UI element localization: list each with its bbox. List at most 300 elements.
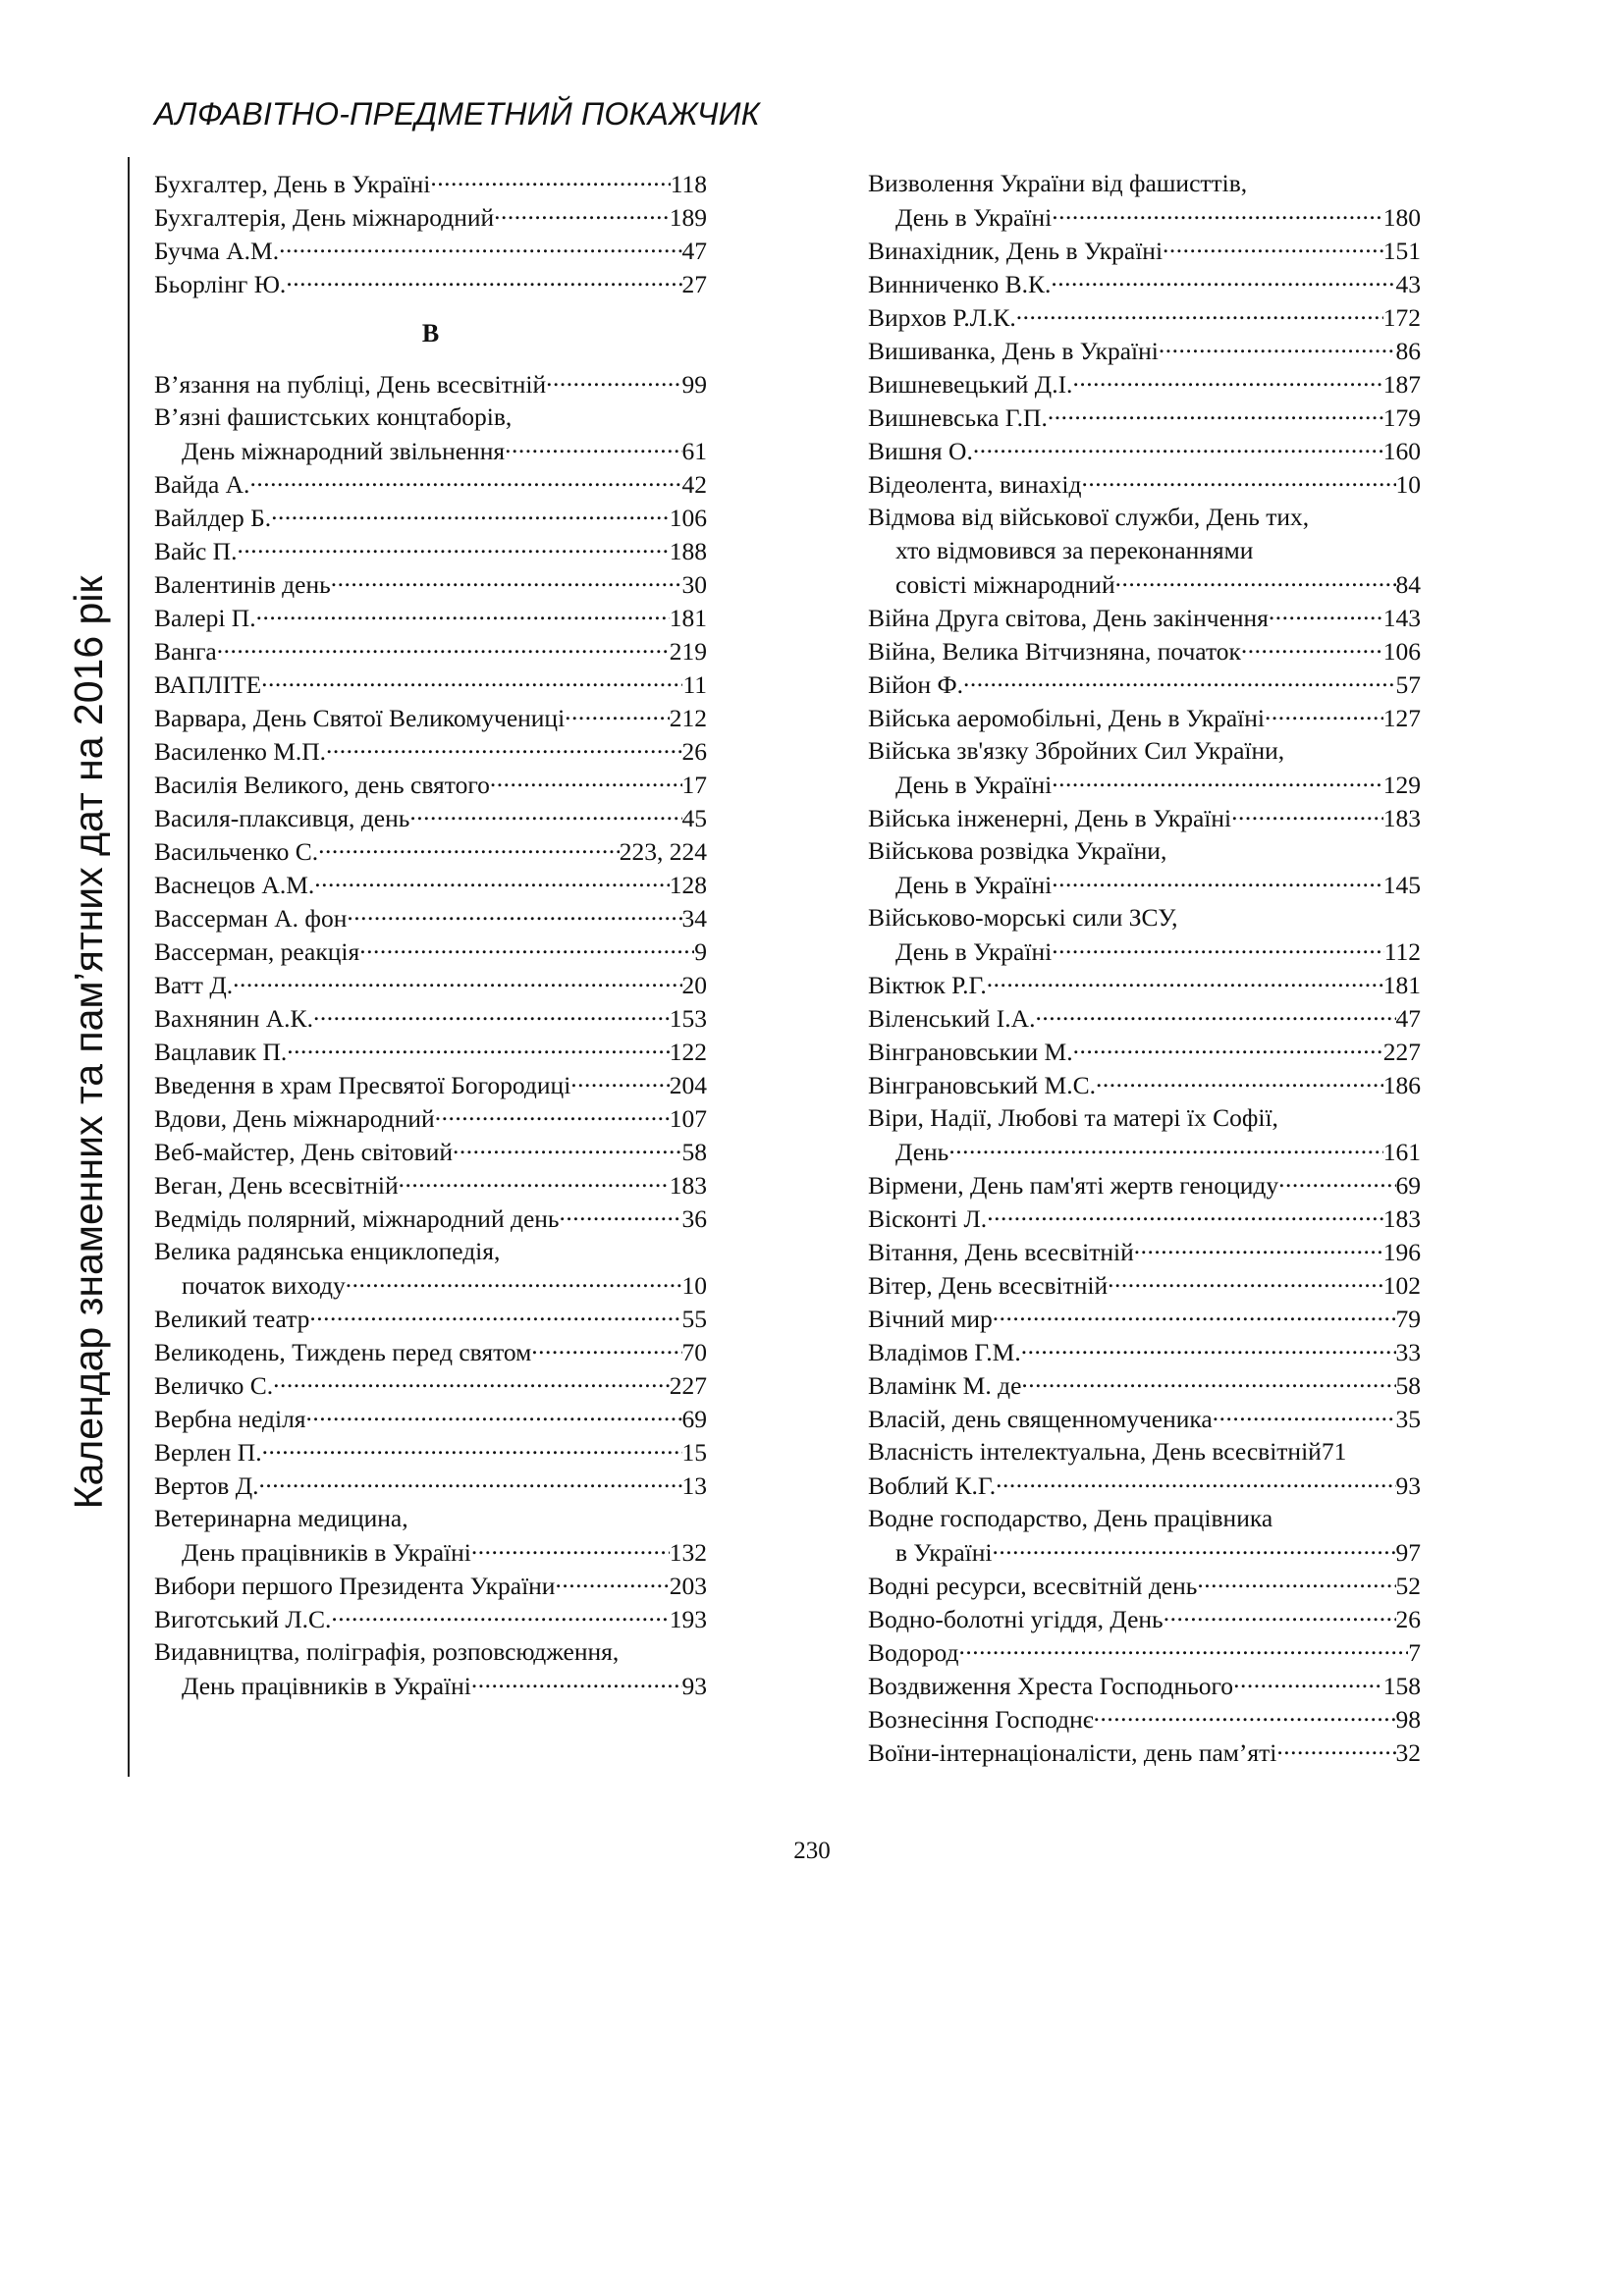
index-group-main [154,367,707,1702]
dot-leader [555,1569,669,1594]
dot-leader [1094,1702,1396,1728]
index-entry [868,1268,1421,1302]
index-entry [868,1302,1421,1335]
entry-page: 32 [1395,1737,1421,1767]
entry-page: 127 [1382,703,1421,732]
dot-leader [313,1001,670,1027]
entry-term: в Україні [895,1537,993,1567]
entry-page: 43 [1395,269,1421,298]
entry-term: Вірмени, День пам'яті жертв геноциду [868,1170,1279,1200]
entry-term: Васильченко С. [154,836,319,866]
entry-page: 196 [1382,1237,1421,1266]
index-entry [868,1068,1421,1101]
dot-leader [996,1468,1395,1494]
entry-term: Великодень, Тиждень перед святом [154,1337,532,1366]
entry-page: 181 [669,603,707,632]
entry-page: 13 [681,1470,707,1500]
dot-leader [261,667,682,693]
entry-term: Віленський І.А. [868,1003,1036,1033]
dot-leader [1021,1335,1396,1361]
entry-page: 36 [681,1203,707,1233]
index-column-right [868,167,1421,1769]
entry-term: Війон Ф. [868,669,964,699]
dot-leader [471,1669,682,1694]
index-entry [154,834,707,868]
index-entry [154,968,707,1001]
index-entry [868,868,1421,901]
entry-page: 58 [1395,1370,1421,1400]
entry-page: 9 [694,936,707,966]
index-entry [154,1468,707,1502]
dot-leader [1164,1602,1396,1628]
entry-term: початок виходу [182,1270,346,1300]
index-entry [154,267,707,300]
index-entry [868,1135,1421,1168]
index-entry [154,801,707,834]
dot-leader [1051,267,1395,293]
index-entry [868,234,1421,267]
index-entry [868,1335,1421,1368]
dot-leader [505,434,681,459]
index-entry [154,1435,707,1468]
entry-term: Вайс П. [154,536,238,565]
entry-page: 71 [1321,1437,1347,1466]
dot-leader [1052,934,1384,960]
index-entry [154,1335,707,1368]
entry-page: 161 [1382,1137,1421,1166]
index-entry [154,434,707,467]
dot-leader [1035,1001,1395,1027]
entry-page: 57 [1395,669,1421,699]
entry-term: Вознесіння Господнє [868,1704,1094,1734]
index-entry [868,1168,1421,1201]
index-entry [154,768,707,801]
entry-page: 180 [1382,202,1421,232]
dot-leader [1021,1368,1395,1394]
index-entry [154,167,707,200]
entry-term: Вацлавик П. [154,1037,288,1066]
index-entry [154,934,707,968]
entry-page: 188 [669,536,707,565]
entry-page: 52 [1395,1571,1421,1600]
index-group-top [154,167,707,300]
index-entry-heading: Видавництва, поліграфія, розповсюдження, [154,1637,620,1666]
dot-leader [346,1268,682,1294]
entry-page: 145 [1382,870,1421,899]
index-entry [868,1602,1421,1635]
index-entry [868,1201,1421,1235]
index-entry [154,501,707,534]
index-entry-heading: В’язні фашистських концтаборів, [154,402,513,431]
entry-term: Вассерман, реакція [154,936,360,966]
entry-page: 69 [1395,1170,1421,1200]
entry-page: 112 [1383,936,1421,966]
dot-leader [1052,200,1383,226]
dot-leader [331,1602,669,1628]
entry-term: совісті міжнародний [895,569,1115,599]
dot-leader [987,1201,1383,1227]
entry-page: 45 [681,803,707,832]
entry-page: 189 [669,202,707,232]
entry-term: Вибори першого Президента України [154,1571,556,1600]
entry-page: 181 [1382,970,1421,999]
index-entry [868,267,1421,300]
entry-term: Відеолента, винахід [868,469,1082,499]
entry-page: 193 [669,1604,707,1633]
entry-term: Вахнянин А.К. [154,1003,313,1033]
entry-term: День в Україні [895,770,1053,799]
entry-page: 10 [681,1270,707,1300]
entry-page: 55 [681,1304,707,1333]
dot-leader [1241,634,1383,660]
entry-term: Вічний мир [868,1304,993,1333]
dot-leader [1134,1235,1383,1260]
entry-term: Вінграновськии М. [868,1037,1073,1066]
index-entry [154,1135,707,1168]
index-entry [154,1368,707,1402]
dot-leader [262,1435,682,1461]
index-entry [154,1602,707,1635]
index-entry-heading: Військово-морські сили ЗСУ, [868,903,1178,932]
entry-term: Ватт Д. [154,970,234,999]
index-entry [868,300,1421,334]
entry-term: Вітер, День всесвітній [868,1270,1109,1300]
index-entry [868,701,1421,734]
entry-term: Вінграновський М.С. [868,1070,1096,1099]
entry-page: 153 [669,1003,707,1033]
index-entry-heading: Водне господарство, День працівника [868,1504,1273,1532]
entry-page: 129 [1382,770,1421,799]
entry-page: 183 [1382,1203,1421,1233]
index-group-right [868,167,1421,1769]
entry-term: Вербна неділя [154,1404,306,1433]
index-entry [868,1735,1421,1769]
entry-term: Великий театр [154,1304,310,1333]
entry-page: 84 [1395,569,1421,599]
index-entry [868,801,1421,834]
dot-leader [1197,1569,1395,1594]
entry-page: 160 [1382,436,1421,465]
entry-term: Воїни-інтернаціоналісти, день пам’яті [868,1737,1277,1767]
index-entry [154,634,707,667]
dot-leader [314,868,669,893]
entry-page: 69 [681,1404,707,1433]
entry-page: 97 [1395,1537,1421,1567]
index-entry [154,534,707,567]
dot-leader [1052,868,1383,893]
entry-term: Вассерман А. фон [154,903,348,933]
entry-term: Вайда А. [154,469,250,499]
dot-leader [1163,234,1383,259]
entry-page: 93 [681,1671,707,1700]
entry-page: 106 [1382,636,1421,666]
entry-page: 204 [669,1070,707,1099]
entry-term: Бучма А.М. [154,236,280,265]
dot-leader [399,1168,670,1194]
entry-term: Війська інженерні, День в Україні [868,803,1232,832]
entry-page: 107 [669,1103,707,1133]
entry-term: Вишня О. [868,436,973,465]
index-entry [154,1035,707,1068]
dot-leader [326,734,681,760]
index-entry [868,634,1421,667]
entry-page: 58 [681,1137,707,1166]
index-entry [868,1635,1421,1669]
dot-leader [1016,300,1383,326]
dot-leader [286,267,681,293]
entry-page: 122 [669,1037,707,1066]
entry-term: Власій, день священномученика [868,1404,1213,1433]
dot-leader [1052,768,1383,793]
index-entry [868,467,1421,501]
index-entry [868,934,1421,968]
dot-leader [279,234,681,259]
index-entry [154,667,707,701]
index-entry [868,1468,1421,1502]
entry-page: 227 [669,1370,707,1400]
index-entry [868,1001,1421,1035]
entry-page: 33 [1395,1337,1421,1366]
entry-term: Вишневська Г.П. [868,402,1048,432]
entry-page: 102 [1382,1270,1421,1300]
entry-page: 27 [681,269,707,298]
entry-term: Вайлдер Б. [154,503,272,532]
entry-page: 183 [1382,803,1421,832]
index-entry [868,1035,1421,1068]
entry-page: 47 [681,236,707,265]
entry-term: Веган, День всесвітній [154,1170,399,1200]
dot-leader [347,901,681,927]
side-title: Календар знаменних та пам’ятних дат на 2016 рік [66,575,111,1510]
dot-leader [435,1101,670,1127]
dot-leader [359,934,694,960]
index-entry [868,1669,1421,1702]
entry-term: Бухгалтер, День в Україні [154,169,431,198]
entry-page: 203 [669,1571,707,1600]
index-entry-heading: Війська зв'язку Збройних Сил України, [868,736,1285,765]
entry-term: Вітання, День всесвітній [868,1237,1134,1266]
section-letter: В [421,319,440,347]
index-entry-heading: Ветеринарна медицина, [154,1504,408,1532]
index-entry [154,1101,707,1135]
dot-leader [430,167,670,192]
entry-page: 11 [682,669,707,699]
entry-term: Вісконті Л. [868,1203,988,1233]
entry-term: День в Україні [895,936,1053,966]
dot-leader [1048,400,1383,426]
entry-term: Віктюк Р.Г. [868,970,987,999]
entry-page: 106 [669,503,707,532]
entry-page: 172 [1382,302,1421,332]
index-entry [868,1235,1421,1268]
index-entry [154,1268,707,1302]
entry-term: Вирхов Р.Л.К. [868,302,1016,332]
dot-leader [256,601,670,626]
dot-leader [306,1402,682,1427]
index-entry [868,567,1421,601]
index-entry [154,868,707,901]
index-entry-heading: Відмова від військової служби, День тих, [868,503,1310,531]
dot-leader [993,1302,1396,1327]
entry-term: Вишневецький Д.І. [868,369,1073,399]
dot-leader [409,801,681,827]
index-entry [868,367,1421,400]
dot-leader [948,1135,1382,1160]
dot-leader [1231,801,1383,827]
entry-page: 99 [681,369,707,399]
entry-term: Бухгалтерія, День міжнародний [154,202,495,232]
index-entry [154,901,707,934]
entry-term: День працівників в Україні [182,1537,471,1567]
entry-term: День в Україні [895,870,1053,899]
entry-page: 86 [1395,336,1421,365]
dot-leader [233,968,681,993]
dot-leader [546,367,681,393]
running-head: АЛФАВІТНО-ПРЕДМЕТНИЙ ПОКАЖЧИК [154,96,760,132]
index-entry [868,968,1421,1001]
entry-page: 143 [1382,603,1421,632]
entry-term: Винахідник, День в Україні [868,236,1164,265]
entry-page: 128 [669,870,707,899]
entry-page: 70 [681,1337,707,1366]
entry-page: 118 [670,169,707,198]
entry-page: 132 [669,1537,707,1567]
entry-term: Василенко М.П. [154,736,327,766]
entry-term: Війна Друга світова, День закінчення [868,603,1269,632]
entry-term: Ванга [154,636,217,666]
entry-term: День працівників в Україні [182,1671,471,1700]
dot-leader [570,1068,669,1094]
entry-term: Вертов Д. [154,1470,259,1500]
entry-page: 227 [1382,1037,1421,1066]
dot-leader [1213,1402,1396,1427]
entry-term: Виготський Л.С. [154,1604,332,1633]
dot-leader [273,1368,670,1394]
entry-term: Вламінк М. де [868,1370,1022,1400]
entry-term: Війна, Велика Вітчизняна, початок [868,636,1241,666]
dot-leader [271,501,670,526]
index-entry [154,601,707,634]
entry-term: Вдови, День міжнародний [154,1103,435,1133]
dot-leader [993,1535,1396,1561]
index-entry [154,1001,707,1035]
entry-term: Ведмідь полярний, міжнародний день [154,1203,560,1233]
index-entry-heading: Велика радянська енциклопедія, [154,1237,501,1265]
dot-leader [1278,1168,1395,1194]
entry-page: 212 [669,703,707,732]
index-entry [154,1569,707,1602]
entry-term: День в Україні [895,202,1053,232]
dot-leader [237,534,669,560]
dot-leader [453,1135,681,1160]
dot-leader [471,1535,670,1561]
dot-leader [490,768,682,793]
entry-term: Водно-болотні угіддя, День [868,1604,1164,1633]
page-number: 230 [793,1838,831,1864]
index-entry [868,768,1421,801]
entry-term: Василія Великого, день святого [154,770,490,799]
index-entry-heading: хто відмовився за переконаннями [895,536,1254,564]
index-entry [154,567,707,601]
dot-leader [987,968,1383,993]
entry-page: 20 [681,970,707,999]
dot-leader [560,1201,682,1227]
dot-leader [287,1035,669,1060]
dot-leader [1115,567,1396,593]
entry-page: 10 [1395,469,1421,499]
dot-leader [249,467,681,493]
dot-leader [331,567,682,593]
entry-page: 30 [681,569,707,599]
index-entry-heading: Визволення України від фашисттів, [868,169,1248,197]
index-entry [154,1068,707,1101]
dot-leader [1159,334,1396,359]
index-entry [154,1302,707,1335]
entry-term: Війська аеромобільні, День в Україні [868,703,1265,732]
entry-term: Варвара, День Святої Великомучениці [154,703,566,732]
index-column-left [154,167,707,1702]
index-entry [868,601,1421,634]
dot-leader [973,434,1383,459]
index-entry [154,1201,707,1235]
entry-page: 42 [681,469,707,499]
index-entry [868,434,1421,467]
dot-leader [565,701,670,726]
entry-term: Веб-майстер, День світовий [154,1137,454,1166]
index-entry [154,467,707,501]
entry-term: Владімов Г.М. [868,1337,1021,1366]
entry-page: 179 [1382,402,1421,432]
entry-page: 186 [1382,1070,1421,1099]
entry-page: 183 [669,1170,707,1200]
index-entry-heading: Військова розвідка України, [868,836,1167,865]
entry-term: Бьорлінг Ю. [154,269,287,298]
index-entry-heading: Віри, Надії, Любові та матері їх Софії, [868,1103,1278,1132]
entry-term: Воблий К.Г. [868,1470,997,1500]
entry-page: 15 [681,1437,707,1467]
index-entry [154,734,707,768]
entry-page: 79 [1395,1304,1421,1333]
entry-term: Валері П. [154,603,256,632]
dot-leader [1276,1735,1395,1761]
dot-leader [1073,1035,1383,1060]
entry-term: В’язання на публіці, День всесвітній [154,369,547,399]
entry-term: Василя-плаксивця, день [154,803,410,832]
index-entry [154,1168,707,1201]
index-entry [154,367,707,400]
index-entry [868,667,1421,701]
dot-leader [1096,1068,1383,1094]
dot-leader [1269,601,1383,626]
dot-leader [1081,467,1395,493]
entry-term: Власність інтелектуальна, День всесвітній [868,1437,1322,1466]
entry-term: Верлен П. [154,1437,262,1467]
entry-page: 219 [669,636,707,666]
dot-leader [1233,1669,1383,1694]
entry-term: ВАПЛІТЕ [154,669,262,699]
dot-leader [531,1335,681,1361]
entry-term: Васнецов А.М. [154,870,315,899]
entry-term: Воздвиження Хреста Господнього [868,1671,1234,1700]
entry-term: Вишиванка, День в Україні [868,336,1159,365]
index-entry [868,400,1421,434]
dot-leader [963,667,1395,693]
entry-page: 98 [1395,1704,1421,1734]
entry-page: 47 [1395,1003,1421,1033]
entry-term: Введення в храм Пресвятої Богородиці [154,1070,571,1099]
index-entry [868,1435,1421,1468]
dot-leader [1265,701,1383,726]
